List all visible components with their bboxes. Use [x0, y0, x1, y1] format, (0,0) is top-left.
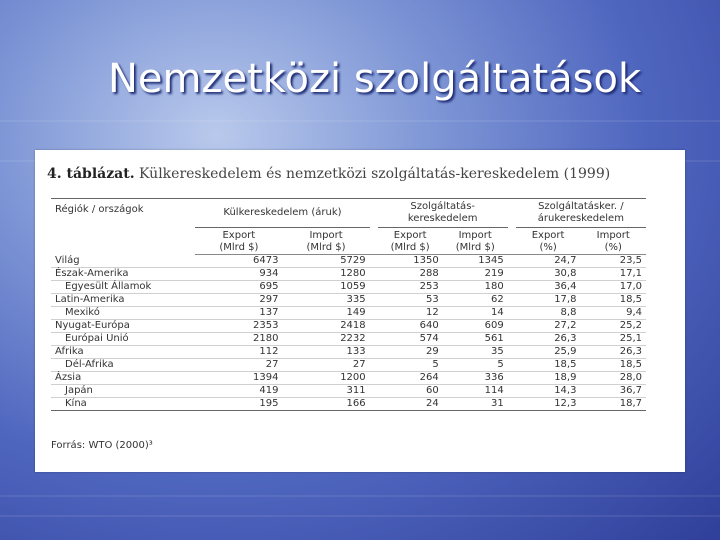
value-cell: 36,4 — [516, 281, 581, 294]
value-cell: 12 — [378, 307, 443, 320]
table-figure — [35, 150, 685, 472]
table-row — [51, 333, 646, 346]
value-cell: 2180 — [195, 333, 282, 346]
value-cell: 2353 — [195, 320, 282, 333]
value-cell: 133 — [282, 346, 369, 359]
slide-title: Nemzetközi szolgáltatások — [108, 56, 642, 102]
value-cell: 26,3 — [516, 333, 581, 346]
value-cell: 24 — [378, 398, 443, 411]
value-cell: 166 — [282, 398, 369, 411]
value-cell: 27,2 — [516, 320, 581, 333]
value-cell: 112 — [195, 346, 282, 359]
value-cell: 297 — [195, 294, 282, 307]
value-cell: 311 — [282, 385, 369, 398]
value-cell: 934 — [195, 268, 282, 281]
value-cell: 18,7 — [580, 398, 646, 411]
value-cell: 25,1 — [580, 333, 646, 346]
value-cell: 1394 — [195, 372, 282, 385]
region-cell: Kína — [51, 398, 195, 411]
table-caption — [47, 166, 610, 182]
value-cell: 60 — [378, 385, 443, 398]
value-cell: 27 — [282, 359, 369, 372]
value-cell: 419 — [195, 385, 282, 398]
value-cell: 12,3 — [516, 398, 581, 411]
value-cell: 53 — [378, 294, 443, 307]
value-cell: 137 — [195, 307, 282, 320]
value-cell: 1200 — [282, 372, 369, 385]
table-row — [51, 307, 646, 320]
sub-header: Import (%) — [580, 228, 646, 255]
region-header: Régiók / országok — [51, 199, 195, 255]
table-source: Forrás: WTO (2000)³ — [51, 440, 153, 451]
value-cell: 180 — [443, 281, 508, 294]
value-cell: 695 — [195, 281, 282, 294]
region-cell: Mexikó — [51, 307, 195, 320]
table-row — [51, 398, 646, 411]
value-cell: 561 — [443, 333, 508, 346]
table-row — [51, 372, 646, 385]
group-header-services: Szolgáltatás- kereskedelem — [378, 199, 508, 228]
value-cell: 5729 — [282, 255, 369, 268]
region-cell: Latin-Amerika — [51, 294, 195, 307]
value-cell: 2232 — [282, 333, 369, 346]
value-cell: 336 — [443, 372, 508, 385]
value-cell: 17,1 — [580, 268, 646, 281]
caption-text: Külkereskedelem és nemzetközi szolgáltatás-kereskedelem (1999) — [139, 166, 611, 182]
value-cell: 609 — [443, 320, 508, 333]
value-cell: 23,5 — [580, 255, 646, 268]
value-cell: 14 — [443, 307, 508, 320]
sub-header: Export (%) — [516, 228, 581, 255]
value-cell: 264 — [378, 372, 443, 385]
value-cell: 24,7 — [516, 255, 581, 268]
value-cell: 17,8 — [516, 294, 581, 307]
value-cell: 26,3 — [580, 346, 646, 359]
sub-header: Import (Mlrd $) — [282, 228, 369, 255]
value-cell: 9,4 — [580, 307, 646, 320]
value-cell: 18,5 — [580, 294, 646, 307]
region-cell: Világ — [51, 255, 195, 268]
table-row — [51, 255, 646, 268]
value-cell: 574 — [378, 333, 443, 346]
region-cell: Ázsia — [51, 372, 195, 385]
value-cell: 1059 — [282, 281, 369, 294]
table-row — [51, 294, 646, 307]
value-cell: 1350 — [378, 255, 443, 268]
region-cell: Egyesült Államok — [51, 281, 195, 294]
table-row — [51, 320, 646, 333]
value-cell: 14,3 — [516, 385, 581, 398]
value-cell: 29 — [378, 346, 443, 359]
value-cell: 253 — [378, 281, 443, 294]
value-cell: 25,9 — [516, 346, 581, 359]
table-row — [51, 346, 646, 359]
value-cell: 149 — [282, 307, 369, 320]
value-cell: 18,9 — [516, 372, 581, 385]
region-cell: Észak-Amerika — [51, 268, 195, 281]
value-cell: 27 — [195, 359, 282, 372]
value-cell: 288 — [378, 268, 443, 281]
region-cell: Európai Unió — [51, 333, 195, 346]
value-cell: 35 — [443, 346, 508, 359]
caption-label: 4. táblázat. — [47, 166, 135, 182]
table-row — [51, 359, 646, 372]
region-cell: Dél-Afrika — [51, 359, 195, 372]
value-cell: 25,2 — [580, 320, 646, 333]
value-cell: 31 — [443, 398, 508, 411]
value-cell: 1345 — [443, 255, 508, 268]
sub-header: Export (Mlrd $) — [195, 228, 282, 255]
value-cell: 36,7 — [580, 385, 646, 398]
sub-header: Import (Mlrd $) — [443, 228, 508, 255]
sub-header: Export (Mlrd $) — [378, 228, 443, 255]
value-cell: 195 — [195, 398, 282, 411]
value-cell: 2418 — [282, 320, 369, 333]
value-cell: 18,5 — [580, 359, 646, 372]
table-row — [51, 385, 646, 398]
value-cell: 114 — [443, 385, 508, 398]
value-cell: 1280 — [282, 268, 369, 281]
value-cell: 18,5 — [516, 359, 581, 372]
table-row — [51, 268, 646, 281]
value-cell: 6473 — [195, 255, 282, 268]
value-cell: 640 — [378, 320, 443, 333]
value-cell: 219 — [443, 268, 508, 281]
group-header-ratio: Szolgáltatásker. / árukereskedelem — [516, 199, 646, 228]
region-cell: Japán — [51, 385, 195, 398]
value-cell: 28,0 — [580, 372, 646, 385]
value-cell: 5 — [378, 359, 443, 372]
table-row — [51, 281, 646, 294]
value-cell: 17,0 — [580, 281, 646, 294]
value-cell: 30,8 — [516, 268, 581, 281]
value-cell: 8,8 — [516, 307, 581, 320]
region-cell: Afrika — [51, 346, 195, 359]
data-table — [51, 198, 646, 411]
value-cell: 62 — [443, 294, 508, 307]
region-cell: Nyugat-Európa — [51, 320, 195, 333]
value-cell: 335 — [282, 294, 369, 307]
value-cell: 5 — [443, 359, 508, 372]
group-header-goods: Külkereskedelem (áruk) — [195, 199, 369, 228]
